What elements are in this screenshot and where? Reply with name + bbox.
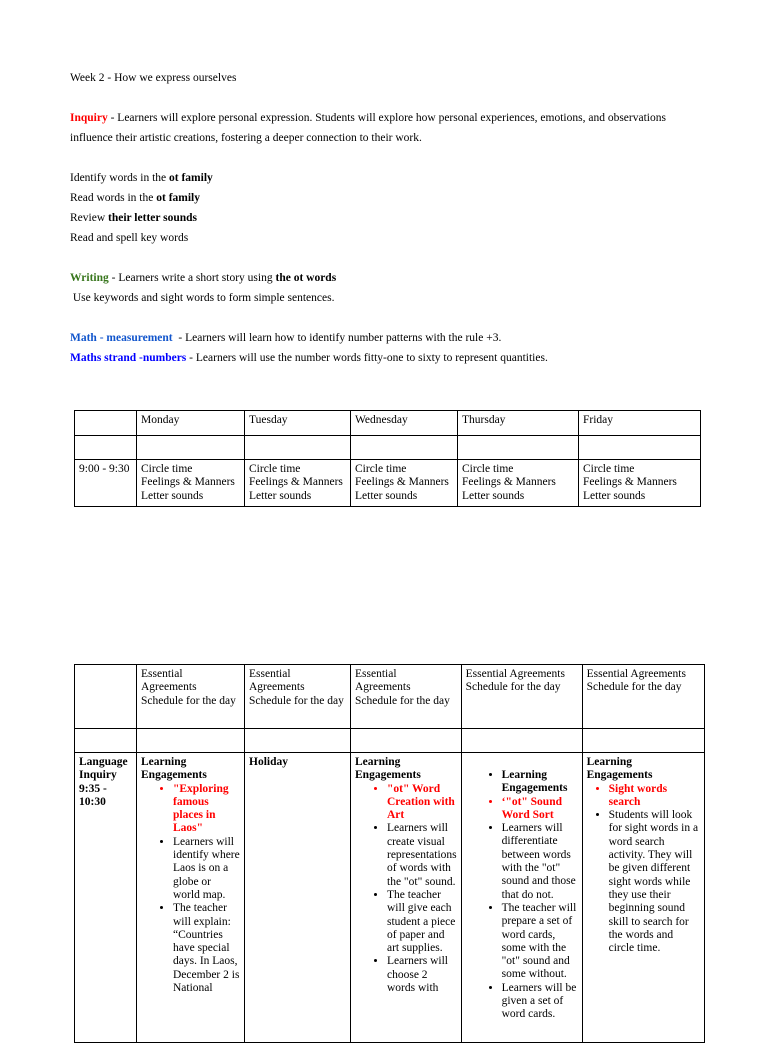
schedule-table-1 [74, 410, 701, 507]
math-label: Math - measurement [70, 332, 173, 344]
math-text: - Learners will learn how to identify number patterns with the rule +3. [172, 332, 502, 344]
inquiry-text: - Learners will explore personal expression. Students will explore how personal experiences, emotions, and observations influence their artistic creations, fostering a deeper connection to their work. [70, 112, 666, 144]
objective-text: Review [70, 212, 109, 224]
cell-line: Letter sounds [249, 489, 312, 502]
writing-label: Writing [70, 272, 109, 284]
cell-line: Schedule for the day [586, 681, 682, 694]
cell-line: Feelings & Manners [249, 476, 343, 489]
list-item: • Students will look for sight words in a word search activity. They will be given different sight words while they use their beginning sound skill to search for the words and circle time. [609, 809, 700, 955]
cell-line: Letter sounds [355, 489, 418, 502]
list-item: • Learners will be given a set of word cards. [502, 982, 578, 1022]
cell-line: Essential [355, 668, 397, 680]
day-header-tuesday: Tuesday [245, 411, 351, 436]
list-item: • The teacher will give each student a piece of paper and art supplies. [387, 889, 457, 955]
row-label-line: Inquiry [79, 769, 117, 782]
cell-line: Essential Agreements [465, 668, 565, 680]
table-cell [582, 729, 704, 753]
engagement-list [466, 769, 578, 1022]
maths-strand-label: Maths strand -numbers [70, 352, 187, 364]
cell-line: Schedule for the day [249, 694, 344, 707]
day-header-thursday: Thursday [458, 411, 579, 436]
list-item: • Learners will create visual representations of words with the "ot" sound. [387, 822, 457, 888]
list-item: • Learners will choose 2 words with [387, 955, 457, 995]
table-cell [245, 460, 351, 507]
maths-strand-paragraph [70, 348, 700, 368]
day-header-wednesday: Wednesday [351, 411, 458, 436]
table-cell [137, 460, 245, 507]
objective-4 [70, 228, 700, 248]
objective-bold: ot family [156, 192, 200, 204]
list-item: • The teacher will prepare a set of word cards, some with the "ot" sound and some without. [502, 902, 578, 982]
row-label-line: 10:30 [79, 795, 106, 808]
cell-line: Agreements [249, 681, 305, 694]
table-header-row [75, 665, 705, 729]
cell-line: Schedule for the day [141, 694, 236, 707]
objective-text: Identify words in the [70, 172, 170, 184]
row-label-line: 9:35 - [79, 782, 107, 795]
thursday-cell [461, 753, 582, 1043]
list-item: • "Exploring famous places in Laos" [173, 783, 240, 836]
cell-line: Circle time [355, 463, 407, 475]
engagement-list [141, 783, 240, 996]
table-cell [351, 436, 458, 460]
table-cell [351, 729, 462, 753]
week-title: Week 2 - How we express ourselves [70, 72, 237, 84]
list-item: • "ot" Word Creation with Art [387, 783, 457, 823]
maths-strand-text: - Learners will use the number words fitty-one to sixty to represent quantities. [186, 352, 548, 364]
objective-2 [70, 188, 700, 208]
cell-line: Feelings & Manners [583, 476, 677, 489]
cell-line: Circle time [462, 463, 514, 475]
table-cell [137, 436, 245, 460]
agreements-cell [461, 665, 582, 729]
table-cell [245, 729, 351, 753]
table-header-row [75, 411, 701, 436]
cell-line: Circle time [141, 463, 193, 475]
table-row [75, 753, 705, 1043]
cell-line: Letter sounds [583, 489, 646, 502]
cell-line: Essential [141, 668, 183, 680]
time-cell: 9:00 - 9:30 [75, 460, 137, 507]
friday-cell [582, 753, 704, 1043]
table-cell [75, 665, 137, 729]
schedule-table-2 [74, 664, 705, 1043]
list-item: • ‘"ot" Sound Word Sort [502, 796, 578, 823]
cell-line: Schedule for the day [465, 681, 561, 694]
cell-line: Feelings & Manners [141, 476, 235, 489]
writing-bold: the ot words [275, 272, 337, 284]
day-header-friday: Friday [579, 411, 701, 436]
engagement-list [587, 783, 700, 956]
cell-line: Circle time [249, 463, 301, 475]
cell-line: Essential Agreements [586, 668, 686, 680]
monday-cell [137, 753, 245, 1043]
cell-line: Agreements [355, 681, 411, 694]
table-cell [579, 460, 701, 507]
document-body [70, 68, 700, 368]
inquiry-paragraph [70, 108, 700, 148]
objective-bold: ot family [169, 172, 213, 184]
table-cell [137, 729, 245, 753]
cell-line: Feelings & Manners [462, 476, 556, 489]
table-cell [351, 460, 458, 507]
agreements-cell [582, 665, 704, 729]
table-cell [75, 411, 137, 436]
agreements-cell [351, 665, 462, 729]
list-item: • Sight words search [609, 783, 700, 810]
objective-bold: their letter sounds [108, 212, 198, 224]
cell-line: Essential [249, 668, 291, 680]
agreements-cell [245, 665, 351, 729]
cell-line: Agreements [141, 681, 197, 694]
cell-line: Circle time [583, 463, 635, 475]
table-cell [245, 436, 351, 460]
table-cell [458, 460, 579, 507]
engagement-list [355, 783, 457, 996]
cell-line: Letter sounds [141, 489, 204, 502]
table-cell [75, 729, 137, 753]
math-paragraph [70, 328, 700, 348]
agreements-cell [137, 665, 245, 729]
list-item: • Learners will identify where Laos is on a globe or world map. [173, 836, 240, 902]
cell-line: Feelings & Manners [355, 476, 449, 489]
table-cell [458, 436, 579, 460]
objective-3 [70, 208, 700, 228]
objective-1 [70, 168, 700, 188]
writing-text: - Learners write a short story using [108, 272, 276, 284]
engagement-title: Learning Engagements [141, 756, 207, 782]
cell-line: Schedule for the day [355, 694, 450, 707]
table-cell [75, 436, 137, 460]
writing-line-2: Use keywords and sight words to form simple sentences. [70, 292, 335, 304]
inquiry-label: Inquiry [70, 112, 108, 124]
table-cell [579, 436, 701, 460]
writing-paragraph [70, 268, 700, 288]
table-row [75, 729, 705, 753]
row-label-line: Language [79, 756, 128, 768]
day-header-monday: Monday [137, 411, 245, 436]
list-item: • The teacher will explain: “Countries have special days. In Laos, December 2 is National [173, 902, 240, 995]
table-row [75, 460, 701, 507]
table-cell [461, 729, 582, 753]
cell-line: Letter sounds [462, 489, 525, 502]
row-label-cell [75, 753, 137, 1043]
engagement-title: Learning Engagements [355, 756, 421, 782]
objective-text: Read and spell key words [70, 232, 189, 244]
table-row [75, 436, 701, 460]
engagement-title: Learning Engagements [586, 756, 653, 782]
wednesday-cell [351, 753, 462, 1043]
list-item: • Learning Engagements [502, 769, 578, 796]
tuesday-cell: Holiday [245, 753, 351, 1043]
objective-text: Read words in the [70, 192, 157, 204]
list-item: • Learners will differentiate between words with the "ot" sound and those that do not. [502, 822, 578, 902]
